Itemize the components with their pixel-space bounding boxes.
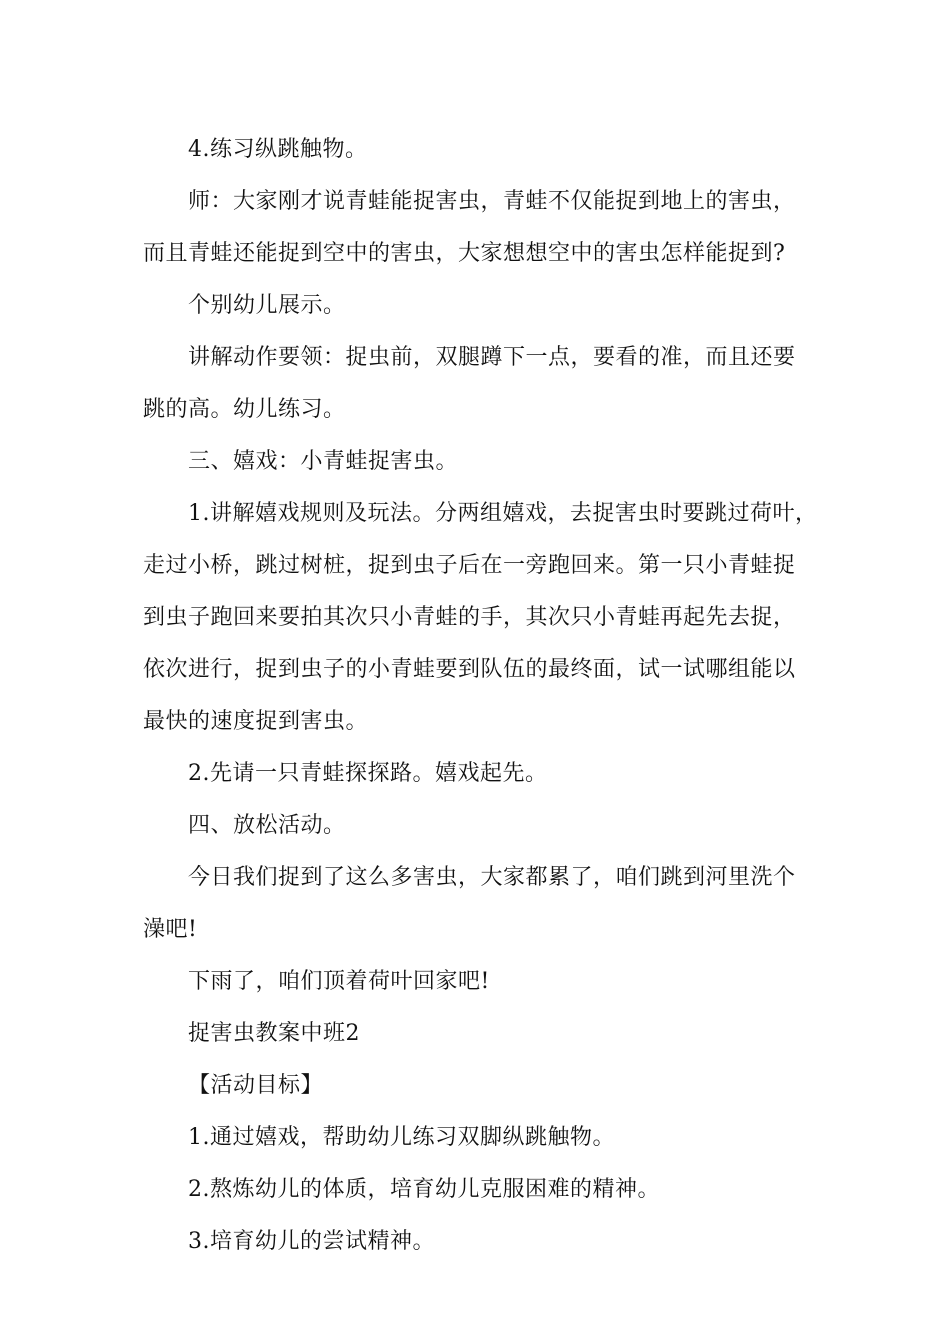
text-line: 而且青蛙还能捉到空中的害虫，大家想想空中的害虫怎样能捉到?	[143, 241, 786, 266]
list-item: 1.通过嬉戏，帮助幼儿练习双脚纵跳触物。	[188, 1125, 615, 1150]
text-line: 依次进行，捉到虫子的小青蛙要到队伍的最终面，试一试哪组能以	[143, 657, 796, 682]
text-line: 澡吧!	[143, 917, 198, 942]
text-line: 1.讲解嬉戏规则及玩法。分两组嬉戏，去捉害虫时要跳过荷叶，	[188, 501, 818, 526]
section-heading: 三、嬉戏：小青蛙捉害虫。	[188, 449, 459, 474]
text-line: 今日我们捉到了这么多害虫，大家都累了，咱们跳到河里洗个	[188, 865, 796, 890]
section-heading: 四、放松活动。	[188, 813, 346, 838]
document-title: 捉害虫教案中班2	[188, 1021, 360, 1046]
text-line: 2.先请一只青蛙探探路。嬉戏起先。	[188, 761, 548, 786]
text-line: 到虫子跑回来要拍其次只小青蛙的手，其次只小青蛙再起先去捉，	[143, 605, 796, 630]
text-line: 走过小桥，跳过树桩，捉到虫子后在一旁跑回来。第一只小青蛙捉	[143, 553, 796, 578]
text-line: 最快的速度捉到害虫。	[143, 709, 369, 734]
text-line: 4.练习纵跳触物。	[188, 137, 368, 162]
text-line: 讲解动作要领：捉虫前，双腿蹲下一点，要看的准，而且还要	[188, 345, 796, 370]
text-line: 师：大家刚才说青蛙能捉害虫，青蛙不仅能捉到地上的害虫，	[188, 189, 796, 214]
list-item: 3.培育幼儿的尝试精神。	[188, 1229, 435, 1254]
document-body	[143, 124, 833, 1268]
text-line: 个别幼儿展示。	[188, 293, 346, 318]
text-line: 下雨了，咱们顶着荷叶回家吧!	[188, 969, 490, 994]
section-heading: 【活动目标】	[188, 1073, 324, 1098]
list-item: 2.熬炼幼儿的体质，培育幼儿克服困难的精神。	[188, 1177, 660, 1202]
text-line: 跳的高。幼儿练习。	[143, 397, 346, 422]
